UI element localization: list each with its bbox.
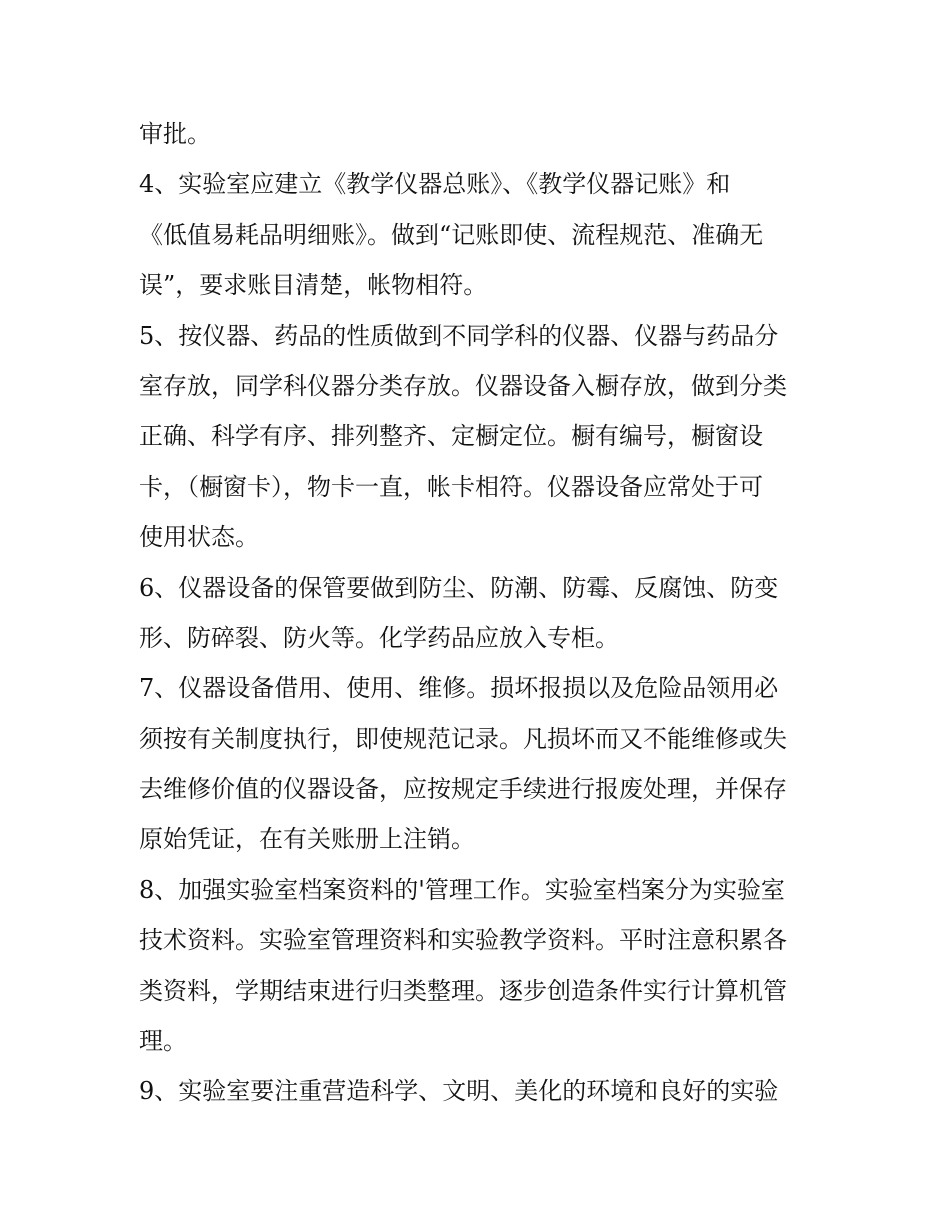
text-line: 6、仪器设备的保管要做到防尘、防潮、防霉、反腐蚀、防变	[139, 573, 779, 602]
text-line: 形、防碎裂、防火等。化学药品应放入专柜。	[139, 623, 619, 652]
text-line: 4、实验室应建立《教学仪器总账》、《教学仪器记账》和	[139, 170, 731, 199]
text-line: 误”，要求账目清楚，帐物相符。	[139, 271, 488, 300]
text-line: 5、按仪器、药品的性质做到不同学科的仪器、仪器与药品分	[139, 321, 779, 350]
text-line: 去维修价值的仪器设备，应按规定手续进行报废处理，并保存	[139, 775, 787, 804]
text-line: 8、加强实验室档案资料的'管理工作。实验室档案分为实验室	[139, 875, 785, 904]
text-line: 卡，（橱窗卡），物卡一直，帐卡相符。仪器设备应常处于可	[139, 472, 763, 501]
text-line: 正确、科学有序、排列整齐、定橱定位。橱有编号，橱窗设	[139, 422, 763, 451]
text-line: 须按有关制度执行，即使规范记录。凡损坏而又不能维修或失	[139, 724, 787, 753]
text-line: 《低值易耗品明细账》。做到“记账即使、流程规范、准确无	[139, 220, 764, 249]
text-line: 原始凭证，在有关账册上注销。	[139, 825, 475, 854]
text-line: 7、仪器设备借用、使用、维修。损坏报损以及危险品领用必	[139, 674, 779, 703]
text-line: 审批。	[139, 120, 211, 148]
text-line: 使用状态。	[139, 523, 259, 552]
text-line: 室存放，同学科仪器分类存放。仪器设备入橱存放，做到分类	[139, 371, 787, 400]
text-line: 9、实验室要注重营造科学、文明、美化的环境和良好的实验	[139, 1077, 779, 1106]
document-body	[139, 109, 819, 1117]
text-line: 理。	[139, 1027, 187, 1056]
text-line: 类资料，学期结束进行归类整理。逐步创造条件实行计算机管	[139, 976, 787, 1005]
text-line: 技术资料。实验室管理资料和实验教学资料。平时注意积累各	[139, 926, 787, 955]
